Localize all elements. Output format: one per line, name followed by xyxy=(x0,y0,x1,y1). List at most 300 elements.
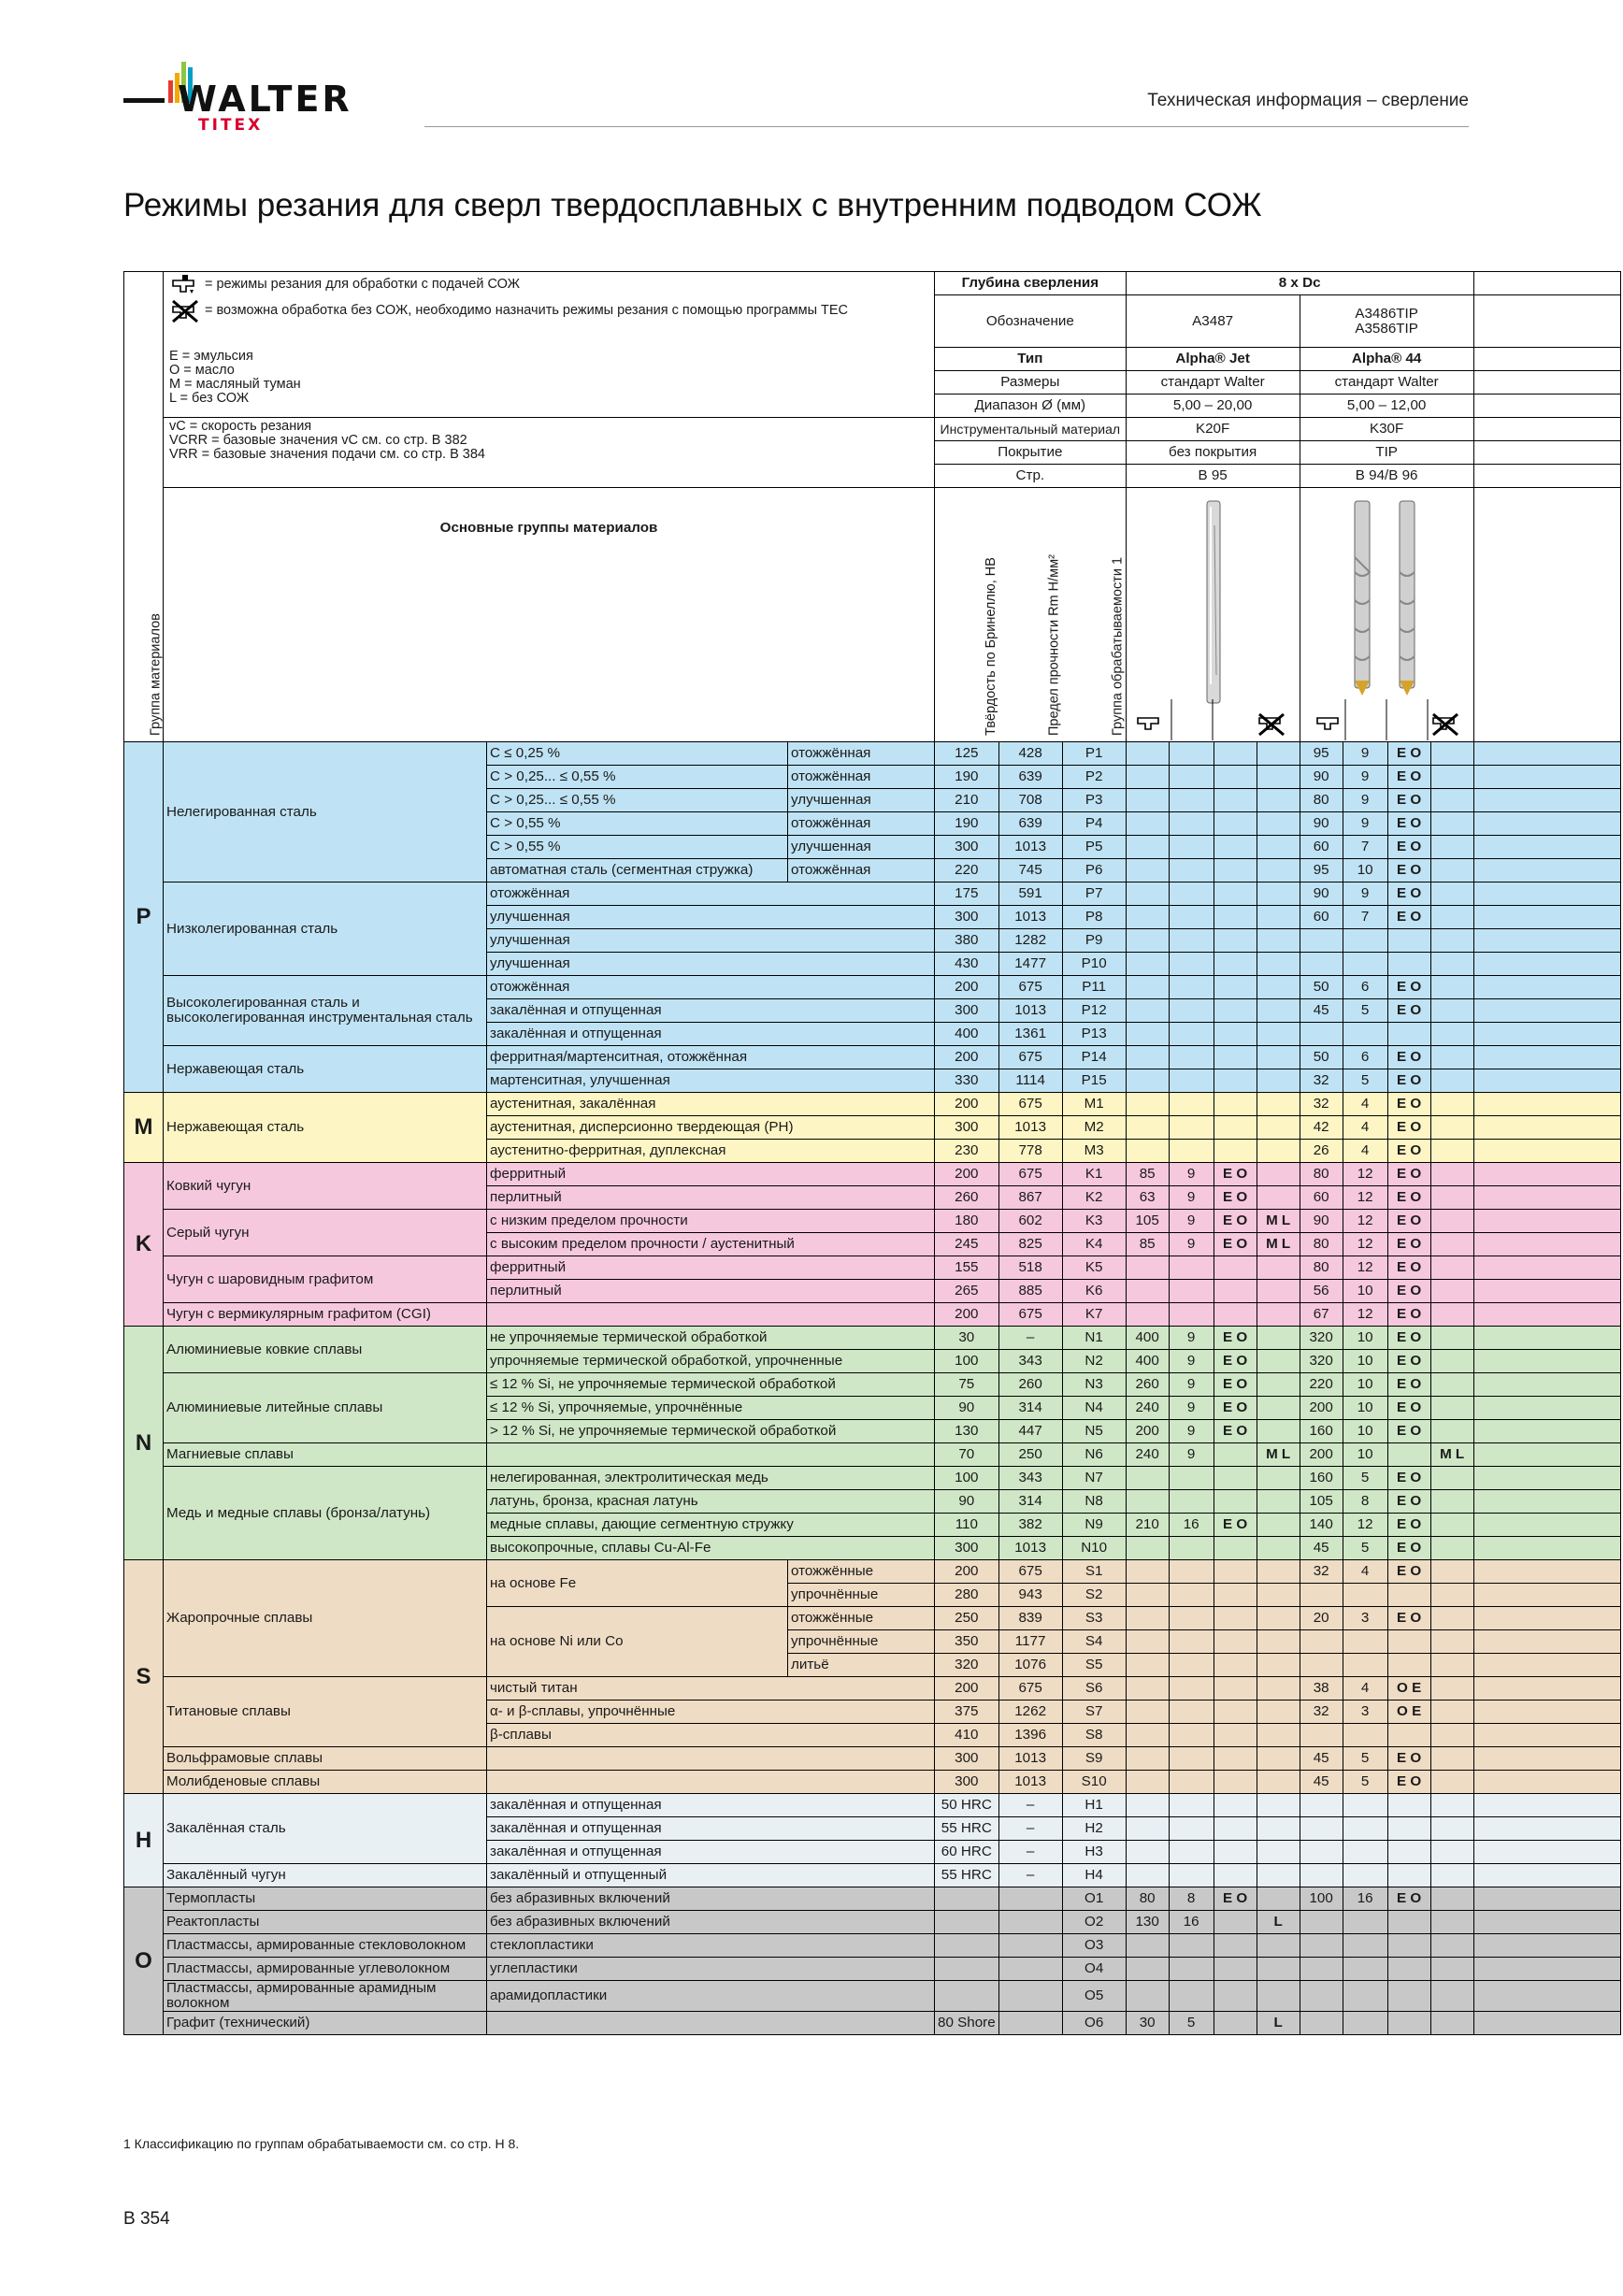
machinability-group: S7 xyxy=(1062,1700,1126,1724)
cutting-value-b1 xyxy=(1300,1841,1343,1864)
machinability-group: P12 xyxy=(1062,999,1126,1023)
machinability-group: M3 xyxy=(1062,1140,1126,1163)
machinability-group: H3 xyxy=(1062,1841,1126,1864)
cutting-value-a4 xyxy=(1257,1140,1300,1163)
table-row xyxy=(124,1911,1621,1934)
cutting-value-b3: E O xyxy=(1387,1327,1430,1350)
page-number: В 354 xyxy=(123,2209,170,2229)
cutting-value-a2: 16 xyxy=(1169,1514,1214,1537)
range-1: 5,00 – 20,00 xyxy=(1126,395,1300,418)
main-material: Реактопласты xyxy=(164,1911,487,1934)
machinability-group: N2 xyxy=(1062,1350,1126,1373)
cutting-value-b2: 9 xyxy=(1343,742,1387,766)
cutting-value-b2: 10 xyxy=(1343,1280,1387,1303)
coating-2: TIP xyxy=(1300,441,1473,465)
cutting-value-b2: 16 xyxy=(1343,1887,1387,1911)
cutting-value-b4 xyxy=(1430,1841,1473,1864)
table-row xyxy=(124,1046,1621,1069)
cutting-value-b1: 32 xyxy=(1300,1069,1343,1093)
group-letter: N xyxy=(124,1327,164,1560)
empty-cell xyxy=(1473,1771,1620,1794)
table-row xyxy=(124,1210,1621,1233)
table-row xyxy=(124,2011,1621,2034)
empty-cell xyxy=(1473,742,1620,766)
cutting-value-b4 xyxy=(1430,1654,1473,1677)
cutting-value-b3: E O xyxy=(1387,812,1430,836)
cutting-value-b2: 5 xyxy=(1343,999,1387,1023)
strength-value xyxy=(998,1958,1062,1981)
hardness-value: 50 HRC xyxy=(935,1794,999,1817)
main-groups-header: Основные группы материалов xyxy=(164,488,935,742)
cutting-value-a4 xyxy=(1257,812,1300,836)
cutting-value-a4: L xyxy=(1257,1911,1300,1934)
cutting-value-a1 xyxy=(1126,1584,1169,1607)
cutting-value-b3 xyxy=(1387,929,1430,953)
cutting-value-b4 xyxy=(1430,1607,1473,1630)
cutting-value-b2 xyxy=(1343,1817,1387,1841)
empty-cell xyxy=(1473,836,1620,859)
machinability-group: N3 xyxy=(1062,1373,1126,1397)
main-material: Вольфрамовые сплавы xyxy=(164,1747,487,1771)
tool-material-1: K20F xyxy=(1126,418,1300,441)
cutting-value-a1 xyxy=(1126,953,1169,976)
cutting-value-b3: E O xyxy=(1387,1373,1430,1397)
cutting-value-a3 xyxy=(1214,1981,1257,2012)
cutting-value-b4 xyxy=(1430,953,1473,976)
cutting-value-b2: 4 xyxy=(1343,1140,1387,1163)
empty-cell xyxy=(1473,2011,1620,2034)
header-section-title: Техническая информация – сверление xyxy=(1147,91,1469,110)
machinability-group: S8 xyxy=(1062,1724,1126,1747)
empty-cell xyxy=(1473,1490,1620,1514)
cutting-value-b3: E O xyxy=(1387,976,1430,999)
hardness-value: 55 HRC xyxy=(935,1864,999,1887)
strength-value: 591 xyxy=(998,883,1062,906)
table-row xyxy=(124,883,1621,906)
table-row xyxy=(124,1560,1621,1584)
cutting-value-b2: 9 xyxy=(1343,883,1387,906)
hardness-value: 265 xyxy=(935,1280,999,1303)
cutting-value-b4 xyxy=(1430,1467,1473,1490)
cutting-value-a1 xyxy=(1126,999,1169,1023)
cutting-value-b1 xyxy=(1300,929,1343,953)
cutting-value-a3 xyxy=(1214,766,1257,789)
cutting-value-a3: E O xyxy=(1214,1420,1257,1443)
cutting-value-a4 xyxy=(1257,1630,1300,1654)
hardness-value: 300 xyxy=(935,999,999,1023)
hardness-value xyxy=(935,1981,999,2012)
cutting-value-a1 xyxy=(1126,906,1169,929)
machinability-group: S1 xyxy=(1062,1560,1126,1584)
cutting-value-b2: 12 xyxy=(1343,1256,1387,1280)
hardness-value: 380 xyxy=(935,929,999,953)
cutting-value-b4 xyxy=(1430,1069,1473,1093)
material-state: упрочнённые xyxy=(788,1630,935,1654)
empty-cell xyxy=(1473,859,1620,883)
cutting-value-a1 xyxy=(1126,1537,1169,1560)
cutting-value-a2: 9 xyxy=(1169,1443,1214,1467)
cutting-value-a4 xyxy=(1257,1116,1300,1140)
empty-cell xyxy=(1473,1140,1620,1163)
legend-parameters: vC = скорость резания VCRR = базовые значения vC см. со стр. В 382 VRR = базовые значения подачи см. со стр. В 384 xyxy=(164,418,935,488)
machinability-group: N10 xyxy=(1062,1537,1126,1560)
table-row xyxy=(124,1163,1621,1186)
cutting-value-a1 xyxy=(1126,1490,1169,1514)
cutting-value-a3: E O xyxy=(1214,1210,1257,1233)
cutting-value-a4 xyxy=(1257,859,1300,883)
cutting-value-a4 xyxy=(1257,1817,1300,1841)
cutting-value-b2 xyxy=(1343,1864,1387,1887)
cutting-value-a4 xyxy=(1257,976,1300,999)
cutting-value-b4 xyxy=(1430,1397,1473,1420)
hardness-value: 260 xyxy=(935,1186,999,1210)
material-subtype: α- и β-сплавы, упрочнённые xyxy=(487,1700,935,1724)
cutting-value-a1: 80 xyxy=(1126,1887,1169,1911)
machinability-group: O6 xyxy=(1062,2011,1126,2034)
strength-value: 675 xyxy=(998,1303,1062,1327)
material-state: отожжённые xyxy=(788,1607,935,1630)
cutting-value-b4 xyxy=(1430,1163,1473,1186)
cutting-value-b1: 160 xyxy=(1300,1467,1343,1490)
cutting-value-a2 xyxy=(1169,1817,1214,1841)
cutting-value-b2: 8 xyxy=(1343,1490,1387,1514)
main-material: Чугун с вермикулярным графитом (CGI) xyxy=(164,1303,487,1327)
cutting-value-a2 xyxy=(1169,1864,1214,1887)
strength-value: 1013 xyxy=(998,836,1062,859)
machinability-group: K1 xyxy=(1062,1163,1126,1186)
cutting-value-a4 xyxy=(1257,1864,1300,1887)
empty-cell xyxy=(1473,1116,1620,1140)
cutting-value-a3 xyxy=(1214,1093,1257,1116)
cutting-value-a2 xyxy=(1169,1280,1214,1303)
hardness-value: 90 xyxy=(935,1490,999,1514)
cutting-value-b4 xyxy=(1430,929,1473,953)
empty-cell xyxy=(1473,1887,1620,1911)
cutting-value-b3 xyxy=(1387,1817,1430,1841)
cutting-value-a4: M L xyxy=(1257,1210,1300,1233)
cutting-value-a2 xyxy=(1169,1490,1214,1514)
cutting-value-a2: 5 xyxy=(1169,2011,1214,2034)
cutting-value-a4 xyxy=(1257,789,1300,812)
strength-value: 1177 xyxy=(998,1630,1062,1654)
hardness-value: 200 xyxy=(935,976,999,999)
cutting-value-b2: 10 xyxy=(1343,859,1387,883)
strength-value: – xyxy=(998,1327,1062,1350)
table-row xyxy=(124,1327,1621,1350)
empty-cell xyxy=(1473,1467,1620,1490)
material-subtype: закалённая и отпущенная xyxy=(487,1023,935,1046)
cutting-value-b1 xyxy=(1300,1023,1343,1046)
cutting-value-a4 xyxy=(1257,1934,1300,1958)
material-subtype: ≤ 12 % Si, не упрочняемые термической обработкой xyxy=(487,1373,935,1397)
cutting-value-a2 xyxy=(1169,999,1214,1023)
material-subtype: медные сплавы, дающие сегментную стружку xyxy=(487,1514,935,1537)
cutting-value-b1: 200 xyxy=(1300,1397,1343,1420)
empty-cell xyxy=(1473,1654,1620,1677)
machinability-group: O2 xyxy=(1062,1911,1126,1934)
material-subtype: ферритная/мартенситная, отожжённая xyxy=(487,1046,935,1069)
cutting-value-b1: 45 xyxy=(1300,1537,1343,1560)
cutting-value-b2: 9 xyxy=(1343,766,1387,789)
legend-coolant: = режимы резания для обработки с подачей СОЖ = возможна обработка без СОЖ, необходимо назначить режимы резания с помощью программы TEC xyxy=(164,272,935,348)
cutting-value-b1: 45 xyxy=(1300,1771,1343,1794)
material-group-header: Группа материалов xyxy=(124,272,164,742)
hardness-value: 300 xyxy=(935,1771,999,1794)
cutting-value-a1 xyxy=(1126,883,1169,906)
cutting-value-a3 xyxy=(1214,1303,1257,1327)
cutting-value-a3 xyxy=(1214,1958,1257,1981)
page-label: Стр. xyxy=(935,465,1127,488)
cutting-value-b4 xyxy=(1430,1911,1473,1934)
cutting-data-table xyxy=(123,271,1621,2035)
cutting-value-b2 xyxy=(1343,1023,1387,1046)
cutting-value-b4 xyxy=(1430,1280,1473,1303)
cutting-value-a4 xyxy=(1257,1256,1300,1280)
empty-cell xyxy=(1473,1046,1620,1069)
cutting-value-a4 xyxy=(1257,1327,1300,1350)
strength-value: 250 xyxy=(998,1443,1062,1467)
hardness-value: 430 xyxy=(935,953,999,976)
cutting-value-a1 xyxy=(1126,1046,1169,1069)
machinability-group: S10 xyxy=(1062,1771,1126,1794)
material-subtype: перлитный xyxy=(487,1280,935,1303)
type-alpha-jet: Alpha® Jet xyxy=(1126,348,1300,371)
strength-header: Предел прочности Rm Н/мм² xyxy=(998,488,1062,742)
cutting-value-b1 xyxy=(1300,1958,1343,1981)
machinability-group: K2 xyxy=(1062,1186,1126,1210)
cutting-value-b3: E O xyxy=(1387,1490,1430,1514)
cutting-value-a4 xyxy=(1257,1537,1300,1560)
empty-cell xyxy=(1473,1350,1620,1373)
strength-value: 825 xyxy=(998,1233,1062,1256)
cutting-value-a4 xyxy=(1257,1981,1300,2012)
hardness-value: 125 xyxy=(935,742,999,766)
footnote: 1 Классификацию по группам обрабатываемости см. со стр. Н 8. xyxy=(123,2136,520,2151)
cutting-value-b1: 45 xyxy=(1300,999,1343,1023)
cutting-value-a2 xyxy=(1169,1093,1214,1116)
material-subtype xyxy=(487,1747,935,1771)
hardness-value: 175 xyxy=(935,883,999,906)
machinability-group: P11 xyxy=(1062,976,1126,999)
hardness-value: 75 xyxy=(935,1373,999,1397)
cutting-value-a2 xyxy=(1169,1934,1214,1958)
cutting-value-a1 xyxy=(1126,976,1169,999)
cutting-value-b3: E O xyxy=(1387,836,1430,859)
cutting-value-b3: E O xyxy=(1387,883,1430,906)
cutting-value-a3 xyxy=(1214,953,1257,976)
machinability-group: P7 xyxy=(1062,883,1126,906)
cutting-value-b1: 320 xyxy=(1300,1327,1343,1350)
main-material: Ковкий чугун xyxy=(164,1163,487,1210)
cutting-value-a2 xyxy=(1169,906,1214,929)
cutting-value-a3 xyxy=(1214,1630,1257,1654)
coolant-icon xyxy=(169,273,201,297)
cutting-value-a3 xyxy=(1214,1677,1257,1700)
material-subtype: упрочняемые термической обработкой, упрочненные xyxy=(487,1350,935,1373)
hardness-value: 60 HRC xyxy=(935,1841,999,1864)
main-material: Нержавеющая сталь xyxy=(164,1093,487,1163)
cutting-value-b1: 32 xyxy=(1300,1560,1343,1584)
cutting-value-b1: 140 xyxy=(1300,1514,1343,1537)
table-row xyxy=(124,1093,1621,1116)
empty-cell xyxy=(1473,883,1620,906)
cutting-value-b3: E O xyxy=(1387,1280,1430,1303)
strength-value: 1114 xyxy=(998,1069,1062,1093)
cutting-value-a2 xyxy=(1169,1771,1214,1794)
hardness-value: 280 xyxy=(935,1584,999,1607)
group-letter: M xyxy=(124,1093,164,1163)
cutting-value-b4 xyxy=(1430,999,1473,1023)
empty-cell xyxy=(1473,1841,1620,1864)
cutting-value-a2 xyxy=(1169,1654,1214,1677)
empty-cell xyxy=(1473,1817,1620,1841)
cutting-value-a1: 400 xyxy=(1126,1350,1169,1373)
cutting-value-b1 xyxy=(1300,1934,1343,1958)
hardness-value: 200 xyxy=(935,1046,999,1069)
material-subtype: на основе Fe xyxy=(487,1560,788,1607)
machinability-group: M1 xyxy=(1062,1093,1126,1116)
strength-value xyxy=(998,1911,1062,1934)
cutting-value-a2 xyxy=(1169,1537,1214,1560)
machinability-group: N7 xyxy=(1062,1467,1126,1490)
page-ref-2: В 94/В 96 xyxy=(1300,465,1473,488)
cutting-value-b3 xyxy=(1387,2011,1430,2034)
cutting-value-a2 xyxy=(1169,953,1214,976)
cutting-value-a3 xyxy=(1214,1467,1257,1490)
cutting-value-b4 xyxy=(1430,836,1473,859)
cutting-value-b4 xyxy=(1430,789,1473,812)
sizes-1: стандарт Walter xyxy=(1126,371,1300,395)
cutting-value-b4 xyxy=(1430,1958,1473,1981)
table-row xyxy=(124,742,1621,766)
cutting-value-b1: 95 xyxy=(1300,859,1343,883)
table-row xyxy=(124,1887,1621,1911)
cutting-value-b4 xyxy=(1430,1256,1473,1280)
cutting-value-a2 xyxy=(1169,1724,1214,1747)
empty-cell xyxy=(1473,789,1620,812)
cutting-value-a3 xyxy=(1214,1747,1257,1771)
cutting-value-a2: 9 xyxy=(1169,1186,1214,1210)
cutting-value-a1 xyxy=(1126,1560,1169,1584)
empty-cell xyxy=(1473,1864,1620,1887)
cutting-value-a3: E O xyxy=(1214,1373,1257,1397)
cutting-value-a3: E O xyxy=(1214,1397,1257,1420)
strength-value: 260 xyxy=(998,1373,1062,1397)
range-label: Диапазон Ø (мм) xyxy=(935,395,1127,418)
material-subtype: C ≤ 0,25 % xyxy=(487,742,788,766)
hardness-value: 180 xyxy=(935,1210,999,1233)
strength-value: 428 xyxy=(998,742,1062,766)
cutting-value-a2 xyxy=(1169,1607,1214,1630)
main-material: Термопласты xyxy=(164,1887,487,1911)
cutting-value-b3: E O xyxy=(1387,1303,1430,1327)
cutting-value-b1 xyxy=(1300,1630,1343,1654)
cutting-value-b4 xyxy=(1430,1677,1473,1700)
machinability-group: S6 xyxy=(1062,1677,1126,1700)
cutting-value-b1 xyxy=(1300,1981,1343,2012)
cutting-value-b4 xyxy=(1430,1630,1473,1654)
table-row xyxy=(124,1303,1621,1327)
strength-value: 314 xyxy=(998,1490,1062,1514)
cutting-value-a4 xyxy=(1257,1560,1300,1584)
strength-value xyxy=(998,1934,1062,1958)
strength-value: 778 xyxy=(998,1140,1062,1163)
machinability-group: P15 xyxy=(1062,1069,1126,1093)
material-subtype: C > 0,55 % xyxy=(487,812,788,836)
machinability-header: Группа обрабатываемости 1 xyxy=(1062,488,1126,742)
cutting-value-b1 xyxy=(1300,1817,1343,1841)
cutting-value-b3 xyxy=(1387,1023,1430,1046)
cutting-value-b3: O E xyxy=(1387,1700,1430,1724)
cutting-value-b1: 90 xyxy=(1300,812,1343,836)
strength-value: 602 xyxy=(998,1210,1062,1233)
material-subtype: чистый титан xyxy=(487,1677,935,1700)
hardness-value: 110 xyxy=(935,1514,999,1537)
empty-cell xyxy=(1473,1256,1620,1280)
cutting-value-b4 xyxy=(1430,883,1473,906)
cutting-value-a3 xyxy=(1214,1116,1257,1140)
cutting-value-b4 xyxy=(1430,1981,1473,2012)
cutting-value-b3: E O xyxy=(1387,1514,1430,1537)
table-row xyxy=(124,1256,1621,1280)
strength-value: 314 xyxy=(998,1397,1062,1420)
cutting-value-a3: E O xyxy=(1214,1350,1257,1373)
main-material: Алюминиевые ковкие сплавы xyxy=(164,1327,487,1373)
cutting-value-a1: 240 xyxy=(1126,1397,1169,1420)
main-material: Жаропрочные сплавы xyxy=(164,1560,487,1677)
hardness-value: 200 xyxy=(935,1163,999,1186)
cutting-value-b4: M L xyxy=(1430,1443,1473,1467)
machinability-group: O3 xyxy=(1062,1934,1126,1958)
cutting-value-a4 xyxy=(1257,1841,1300,1864)
cutting-value-a4 xyxy=(1257,953,1300,976)
cutting-value-b2 xyxy=(1343,1630,1387,1654)
cutting-value-b2 xyxy=(1343,1958,1387,1981)
cutting-value-b2: 12 xyxy=(1343,1186,1387,1210)
group-letter: S xyxy=(124,1560,164,1794)
cutting-value-a4 xyxy=(1257,1514,1300,1537)
cutting-value-b1: 26 xyxy=(1300,1140,1343,1163)
empty-cell xyxy=(1473,1794,1620,1817)
material-subtype xyxy=(487,2011,935,2034)
cutting-value-a4 xyxy=(1257,1186,1300,1210)
cutting-value-b3: E O xyxy=(1387,789,1430,812)
main-material: Пластмассы, армированные стекловолокном xyxy=(164,1934,487,1958)
cutting-value-b3: E O xyxy=(1387,1747,1430,1771)
cutting-value-a3 xyxy=(1214,1911,1257,1934)
table-row xyxy=(124,1794,1621,1817)
cutting-value-b3 xyxy=(1387,1443,1430,1467)
machinability-group: P4 xyxy=(1062,812,1126,836)
cutting-value-a2 xyxy=(1169,1958,1214,1981)
cutting-value-b3: E O xyxy=(1387,906,1430,929)
cutting-value-a1 xyxy=(1126,1256,1169,1280)
main-material: Закалённый чугун xyxy=(164,1864,487,1887)
main-material: Титановые сплавы xyxy=(164,1677,487,1747)
cutting-value-b4 xyxy=(1430,1186,1473,1210)
hardness-value: 300 xyxy=(935,1537,999,1560)
cutting-value-b3: E O xyxy=(1387,999,1430,1023)
machinability-group: S5 xyxy=(1062,1654,1126,1677)
cutting-value-b4 xyxy=(1430,2011,1473,2034)
cutting-value-b4 xyxy=(1430,1046,1473,1069)
cutting-value-b2: 4 xyxy=(1343,1560,1387,1584)
cutting-value-a1 xyxy=(1126,1864,1169,1887)
strength-value: 639 xyxy=(998,812,1062,836)
cutting-value-b3: E O xyxy=(1387,1046,1430,1069)
main-material: Низколегированная сталь xyxy=(164,883,487,976)
hardness-value: 155 xyxy=(935,1256,999,1280)
